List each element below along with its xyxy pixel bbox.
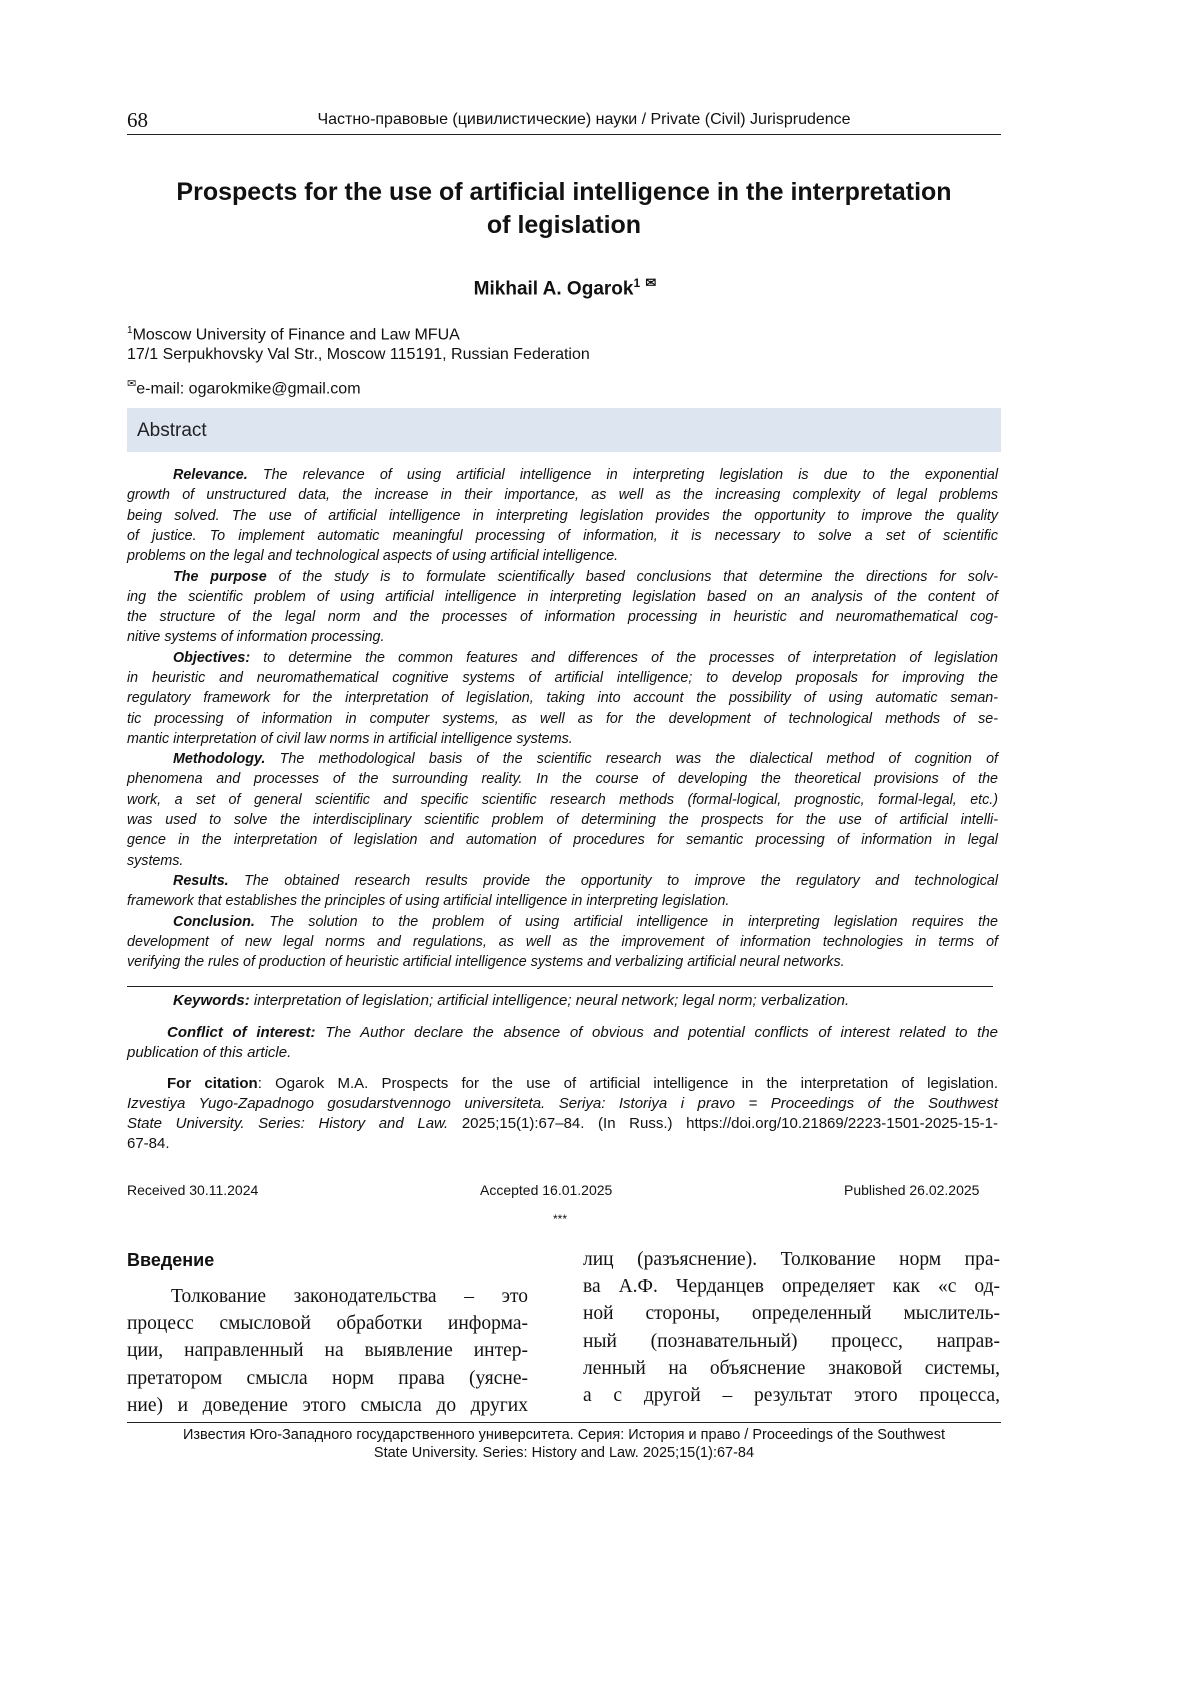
abstract-paragraph bbox=[127, 648, 998, 749]
abstract-text: of the study is to formulate scientifically based conclusions that determine the directions for solv- bbox=[267, 569, 998, 585]
abstract-text: in heuristic and neuromathematical cognitive systems of artificial intelligence; to develop proposals for improving the bbox=[127, 670, 998, 686]
abstract-line bbox=[127, 567, 998, 587]
body-line: ной стороны, определенный мыслитель- bbox=[583, 1300, 1000, 1327]
abstract-line bbox=[127, 729, 998, 749]
body-line: претатором смысла норм права (уясне- bbox=[127, 1365, 528, 1392]
abstract-text: The solution to the problem of using artificial intelligence in interpreting legislation requires the bbox=[255, 914, 998, 930]
abstract-line bbox=[127, 587, 998, 607]
citation-text: : Ogarok M.A. Prospects for the use of artificial intelligence in the interpretation of legislation. bbox=[258, 1075, 998, 1092]
body-line: ленный на объяснение знаковой системы, bbox=[583, 1355, 1000, 1382]
body-line: а с другой – результат этого процесса, bbox=[583, 1382, 1000, 1409]
citation-doi[interactable]: 2025;15(1):67–84. (In Russ.) https://doi.org/10.21869/2223-1501-2025-15-1- bbox=[448, 1115, 998, 1132]
citation-series: State University. Series: History and Law. bbox=[127, 1115, 448, 1132]
body-line: Толкование законодательства – это bbox=[127, 1283, 528, 1310]
citation-journal: Izvestiya Yugo-Zapadnogo gosudarstvennogo universiteta. Seriya: Istoriya i pravo = Proceedings of the Southwest bbox=[127, 1094, 998, 1114]
conflict-text-2: publication of this article. bbox=[127, 1043, 998, 1063]
abstract-paragraph bbox=[127, 465, 998, 566]
abstract-line bbox=[127, 627, 998, 647]
accepted-date: Accepted 16.01.2025 bbox=[480, 1182, 612, 1198]
abstract-text: problems on the legal and technological aspects of using artificial intelligence. bbox=[127, 548, 618, 564]
separator: *** bbox=[0, 1212, 1120, 1226]
author-sup: 1 bbox=[633, 276, 640, 290]
body-line: ва А.Ф. Черданцев определяет как «с од- bbox=[583, 1273, 1000, 1300]
abstract-paragraph bbox=[127, 749, 998, 871]
abstract-text: development of new legal norms and regulations, as well as the improvement of information technologies in terms of bbox=[127, 934, 998, 950]
running-header bbox=[127, 108, 1001, 135]
body-line: ние) и доведение этого смысла до других bbox=[127, 1392, 528, 1419]
abstract-text: framework that establishes the principles of using artificial intelligence in interpreting legislation. bbox=[127, 893, 729, 909]
abstract-text: mantic interpretation of civil law norms in artificial intelligence systems. bbox=[127, 731, 573, 747]
abstract-line bbox=[127, 769, 998, 789]
abstract-line bbox=[127, 851, 998, 871]
abstract-line bbox=[127, 709, 998, 729]
page-number: 68 bbox=[127, 108, 148, 133]
affiliation-line bbox=[127, 325, 460, 344]
abstract-line bbox=[127, 688, 998, 708]
abstract-text: being solved. The use of artificial intelligence in interpreting legislation provides the opportunity to improve the quality bbox=[127, 508, 998, 524]
section-title: Частно-правовые (цивилистические) науки / Private (Civil) Jurisprudence bbox=[127, 111, 1001, 129]
abstract-line bbox=[127, 546, 998, 566]
abstract-line bbox=[127, 810, 998, 830]
article-title bbox=[140, 176, 988, 242]
abstract-text: was used to solve the interdisciplinary scientific problem of determining the prospects for the use of artificial intelli- bbox=[127, 812, 998, 828]
abstract-lead: Methodology. bbox=[173, 751, 265, 767]
abstract-line bbox=[127, 506, 998, 526]
divider bbox=[127, 986, 993, 987]
abstract-text: to determine the common features and differences of the processes of interpretation of legislation bbox=[250, 650, 998, 666]
affiliation-sup: 1 bbox=[127, 325, 133, 336]
abstract-heading: Abstract bbox=[137, 420, 207, 442]
abstract-line bbox=[127, 790, 998, 810]
abstract-text: the structure of the legal norm and the processes of information processing in heuristic and neuromathematical cog- bbox=[127, 609, 998, 625]
citation-doi-end: 67-84. bbox=[127, 1134, 998, 1154]
keywords-text: interpretation of legislation; artificial intelligence; neural network; legal norm; verbalization. bbox=[250, 992, 849, 1009]
abstract-lead: The purpose bbox=[173, 569, 267, 585]
abstract-line bbox=[127, 912, 998, 932]
abstract-line bbox=[127, 891, 998, 911]
abstract-paragraph bbox=[127, 567, 998, 648]
body-line: ный (познавательный) процесс, направ- bbox=[583, 1328, 1000, 1355]
body-line: лиц (разъяснение). Толкование норм пра- bbox=[583, 1246, 1000, 1273]
keywords-label: Keywords: bbox=[173, 992, 250, 1009]
abstract-lead: Conclusion. bbox=[173, 914, 255, 930]
footer-divider bbox=[127, 1422, 1001, 1423]
abstract-heading-bar bbox=[127, 408, 1001, 452]
abstract-line bbox=[127, 485, 998, 505]
abstract-text: of justice. To implement automatic meaningful processing of information, it is necessary to solve a set of scientific bbox=[127, 528, 998, 544]
abstract-lead: Results. bbox=[173, 873, 229, 889]
author bbox=[0, 275, 1200, 300]
abstract-line bbox=[127, 648, 998, 668]
abstract-text: phenomena and processes of the surrounding reality. In the course of developing the theoretical provisions of the bbox=[127, 771, 998, 787]
abstract-line bbox=[127, 465, 998, 485]
affiliation-name: Moscow University of Finance and Law MFUA bbox=[133, 326, 460, 343]
received-date: Received 30.11.2024 bbox=[127, 1182, 258, 1198]
conflict-of-interest bbox=[127, 1023, 998, 1063]
author-name: Mikhail A. Ogarok bbox=[474, 278, 634, 299]
abstract-text: nitive systems of information processing. bbox=[127, 629, 384, 645]
abstract-text: ing the scientific problem of using artificial intelligence in interpreting legislation based on an analysis of the content of bbox=[127, 589, 998, 605]
envelope-icon: ✉ bbox=[127, 378, 136, 390]
abstract-line bbox=[127, 830, 998, 850]
abstract-text: work, a set of general scientific and specific scientific research methods (formal-logical, prognostic, formal-legal, etc.) bbox=[127, 792, 998, 808]
email[interactable]: e-mail: ogarokmike@gmail.com bbox=[136, 380, 360, 397]
title-line: Prospects for the use of artificial intelligence in the interpretation bbox=[140, 176, 988, 209]
abstract-text: gence in the interpretation of legislation and automation of procedures for semantic processing of information in legal bbox=[127, 832, 998, 848]
abstract-line bbox=[127, 952, 998, 972]
abstract-text: growth of unstructured data, the increase in their importance, as well as the increasing complexity of legal problems bbox=[127, 487, 998, 503]
abstract-lead: Relevance. bbox=[173, 467, 248, 483]
abstract-line bbox=[127, 526, 998, 546]
abstract-text: systems. bbox=[127, 853, 183, 869]
left-column bbox=[127, 1283, 528, 1419]
published-date: Published 26.02.2025 bbox=[844, 1182, 979, 1198]
citation bbox=[127, 1074, 998, 1154]
body-line: процесс смысловой обработки информа- bbox=[127, 1310, 528, 1337]
keywords bbox=[127, 991, 998, 1011]
right-column bbox=[583, 1246, 1000, 1409]
footer bbox=[127, 1426, 1001, 1462]
abstract-text: tic processing of information in computer systems, as well as for the development of technological methods of se- bbox=[127, 711, 998, 727]
affiliation-address: 17/1 Serpukhovsky Val Str., Moscow 115191, Russian Federation bbox=[127, 346, 590, 364]
abstract-lead: Objectives: bbox=[173, 650, 250, 666]
abstract-paragraph bbox=[127, 912, 998, 973]
abstract-paragraph bbox=[127, 871, 998, 912]
abstract-text: verifying the rules of production of heuristic artificial intelligence systems and verbalizing artificial neural networks. bbox=[127, 954, 845, 970]
abstract-line bbox=[127, 932, 998, 952]
abstract-line bbox=[127, 668, 998, 688]
abstract-text: regulatory framework for the interpretation of legislation, taking into account the possibility of using automatic seman- bbox=[127, 690, 998, 706]
section-heading: Введение bbox=[127, 1250, 214, 1271]
abstract-text: The relevance of using artificial intelligence in interpreting legislation is due to the exponential bbox=[248, 467, 998, 483]
abstract-text: The methodological basis of the scientific research was the dialectical method of cognition of bbox=[265, 751, 998, 767]
title-line: of legislation bbox=[140, 209, 988, 242]
citation-label: For citation bbox=[167, 1075, 258, 1092]
envelope-icon[interactable]: ✉ bbox=[645, 275, 656, 290]
conflict-text: The Author declare the absence of obvious and potential conflicts of interest related to the bbox=[316, 1024, 998, 1041]
abstract-line bbox=[127, 749, 998, 769]
abstract-line bbox=[127, 607, 998, 627]
footer-line: Известия Юго-Западного государственного университета. Серия: История и право / Proceedings of the Southwest bbox=[127, 1426, 1001, 1444]
abstract-line bbox=[127, 871, 998, 891]
body-line: ции, направленный на выявление интер- bbox=[127, 1337, 528, 1364]
conflict-label: Conflict of interest: bbox=[167, 1024, 316, 1041]
footer-line: State University. Series: History and Law. 2025;15(1):67-84 bbox=[127, 1444, 1001, 1462]
email-line bbox=[127, 377, 361, 398]
abstract-text: The obtained research results provide the opportunity to improve the regulatory and technological bbox=[229, 873, 998, 889]
